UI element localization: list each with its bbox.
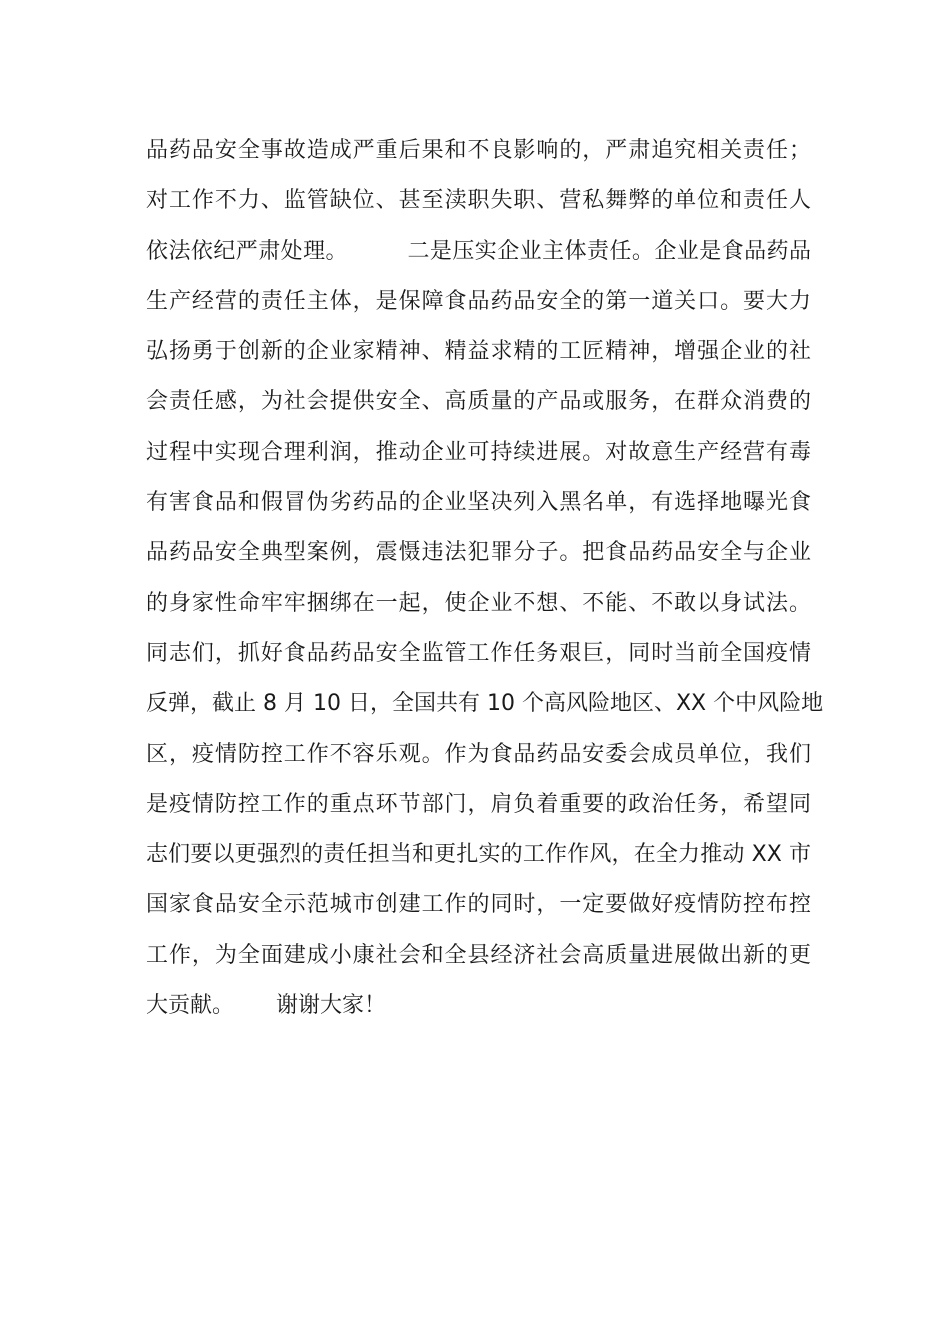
text-line: 品药品安全典型案例，震慑违法犯罪分子。把食品药品安全与企业	[146, 540, 811, 566]
text-line: 反弹，截止 8 月 10 日，全国共有 10 个高风险地区、XX 个中风险地	[146, 691, 824, 717]
text-line: 同志们，抓好食品药品安全监管工作任务艰巨，同时当前全国疫情	[146, 640, 811, 666]
text-line: 过程中实现合理利润，推动企业可持续进展。对故意生产经营有毒	[146, 439, 811, 465]
text-line: 生产经营的责任主体，是保障食品药品安全的第一道关口。要大力	[146, 288, 811, 314]
text-line: 区，疫情防控工作不容乐观。作为食品药品安委会成员单位，我们	[146, 741, 811, 767]
text-line: 品药品安全事故造成严重后果和不良影响的，严肃追究相关责任；	[146, 138, 811, 163]
text-line: 国家食品安全示范城市创建工作的同时，一定要做好疫情防控布控	[146, 892, 811, 918]
text-line: 是疫情防控工作的重点环节部门，肩负着重要的政治任务，希望同	[146, 791, 811, 817]
body-text	[146, 126, 824, 1031]
text-line: 依法依纪严肃处理。 二是压实企业主体责任。企业是食品药品	[146, 238, 811, 264]
text-line: 志们要以更强烈的责任担当和更扎实的工作作风，在全力推动 XX 市	[146, 842, 811, 868]
text-line: 工作，为全面建成小康社会和全县经济社会高质量进展做出新的更	[146, 942, 811, 968]
text-line: 有害食品和假冒伪劣药品的企业坚决列入黑名单，有选择地曝光食	[146, 490, 811, 516]
text-line: 对工作不力、监管缺位、甚至渎职失职、营私舞弊的单位和责任人	[146, 188, 811, 214]
text-line: 弘扬勇于创新的企业家精神、精益求精的工匠精神，增强企业的社	[146, 339, 811, 365]
text-line: 会责任感，为社会提供安全、高质量的产品或服务，在群众消费的	[146, 389, 811, 415]
text-line: 的身家性命牢牢捆绑在一起，使企业不想、不能、不敢以身试法。	[146, 590, 811, 616]
text-line-final: 大贡献。 谢谢大家！	[146, 993, 386, 1019]
